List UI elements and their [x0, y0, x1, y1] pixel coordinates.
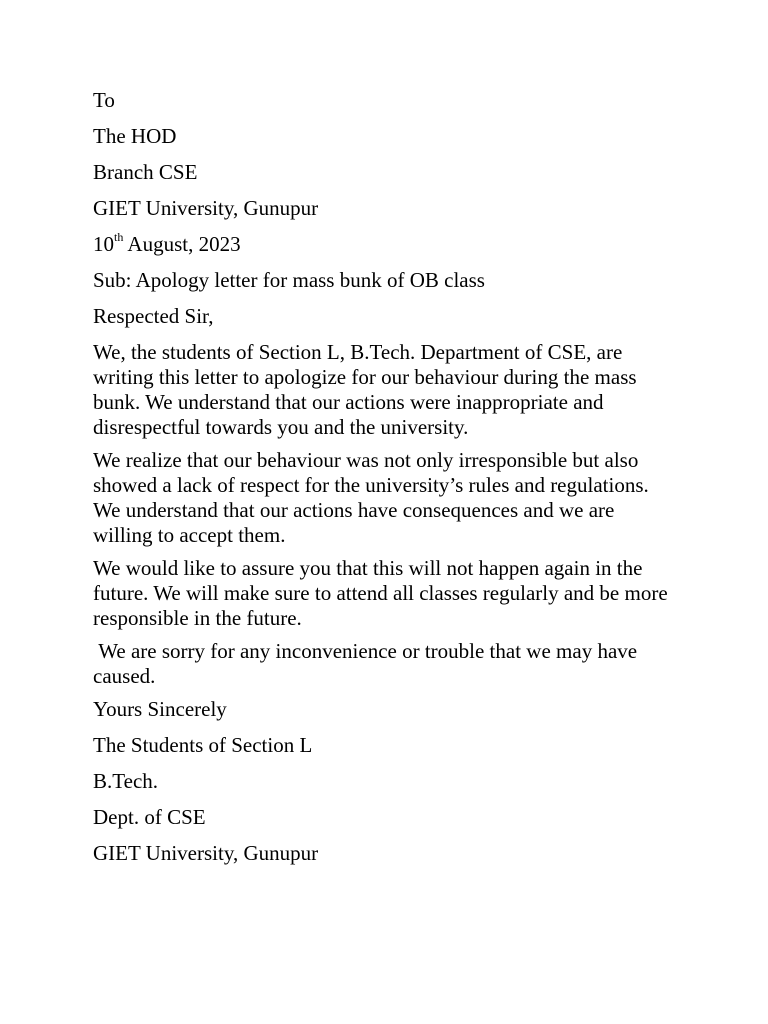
- body-paragraph: We realize that our behaviour was not only irresponsible but also showed a lack of respect for the university’s rules and regulations. We understand that our actions have consequences and we are willing to accept them.: [93, 448, 649, 547]
- body-paragraph: We would like to assure you that this will not happen again in the future. We will make sure to attend all classes regularly and be more responsible in the future.: [93, 556, 668, 630]
- body-paragraph: We, the students of Section L, B.Tech. Department of CSE, are writing this letter to apologize for our behaviour during the mass bunk. We understand that our actions were inappropriate and disrespectful towards you and the university.: [93, 340, 637, 439]
- date-suffix: th: [114, 230, 124, 244]
- letter-date: [93, 232, 693, 257]
- body-paragraph: We are sorry for any inconvenience or trouble that we may have caused.: [93, 639, 643, 688]
- letter-subject: Sub: Apology letter for mass bunk of OB class: [93, 268, 485, 292]
- letter-institution: GIET University, Gunupur: [93, 196, 319, 220]
- signature-line: GIET University, Gunupur: [93, 841, 319, 865]
- letter-branch: Branch CSE: [93, 160, 198, 184]
- letter-salutation: Respected Sir,: [93, 304, 214, 328]
- signature-line: The Students of Section L: [93, 733, 313, 757]
- signature-line: B.Tech.: [93, 769, 159, 793]
- letter-closing: Yours Sincerely: [93, 697, 227, 721]
- letter-recipient: The HOD: [93, 124, 177, 148]
- signature-line: Dept. of CSE: [93, 805, 206, 829]
- letter: [93, 88, 693, 877]
- date-rest: August, 2023: [123, 232, 241, 256]
- date-day: 10: [93, 232, 114, 256]
- letter-to: To: [93, 88, 115, 112]
